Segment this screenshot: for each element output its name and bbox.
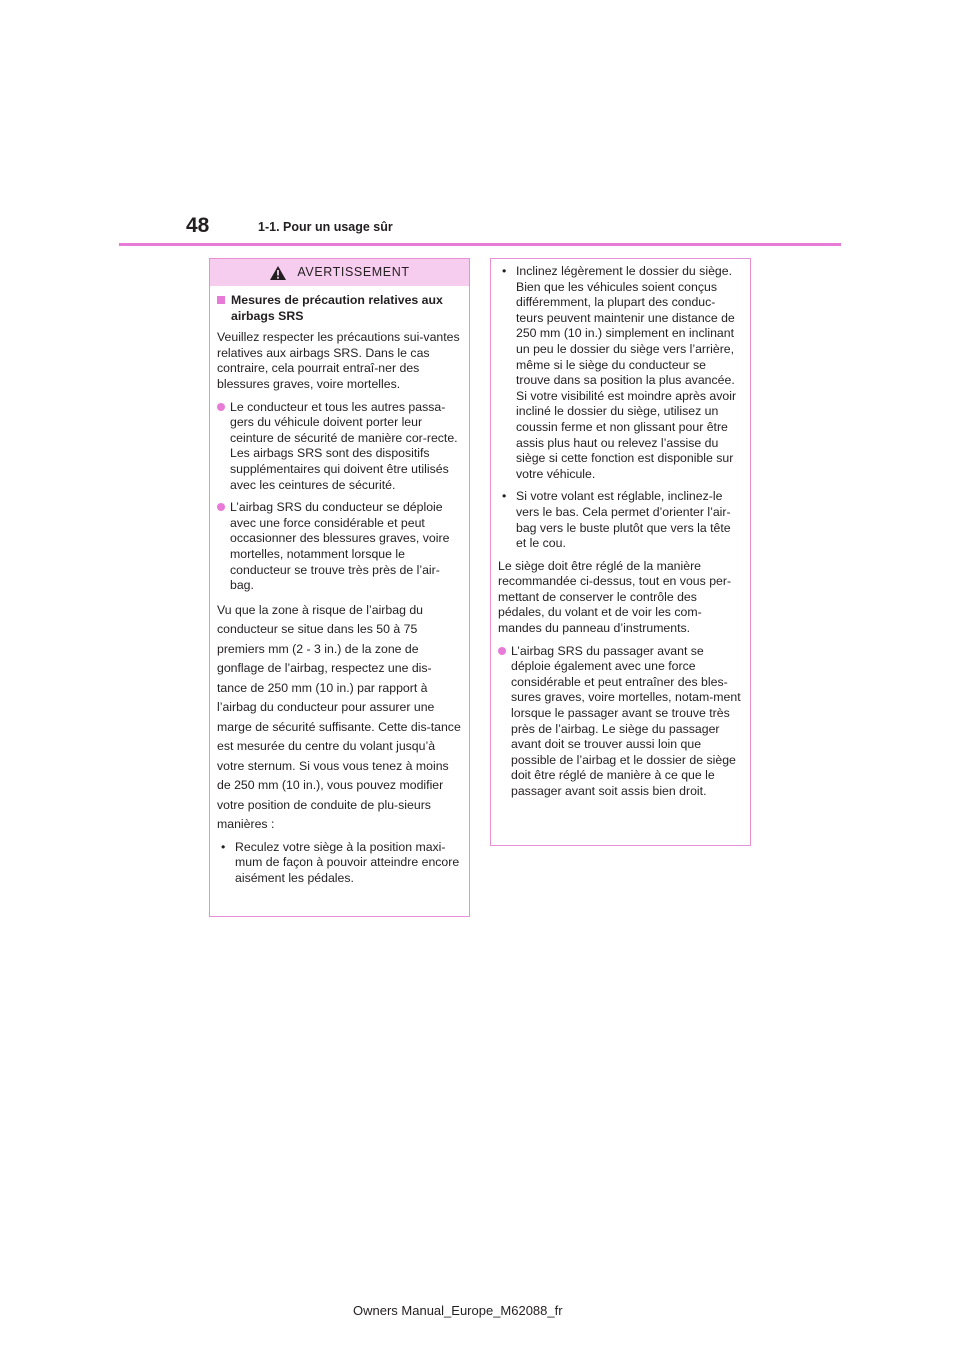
footer-text: Owners Manual_Europe_M62088_fr — [353, 1303, 563, 1318]
dot-bullet-icon — [498, 647, 506, 655]
section-title: 1-1. Pour un usage sûr — [258, 220, 393, 234]
list-item-text: L’airbag SRS du passager avant se déploie également avec une force considérable et peut entraîner des bles-sures graves, voire mortelles, notam-ment lorsque le passager avant se trouve très près de l’airbag. Le siège du passager avant doit se trouver aussi loin que possible de l’airbag et le dossier de siège doit être réglé de manière à ce que le passager avant soit assis bien droit. — [511, 643, 741, 798]
warning-box-right — [490, 258, 751, 846]
bullet-icon: • — [502, 489, 507, 504]
intro-paragraph: Veuillez respecter les précautions sui-vantes relatives aux airbags SRS. Dans le cas contraire, cela pourrait entraî-ner des blessures graves, voire mortelles. — [217, 330, 460, 391]
dot-bullet-icon — [217, 403, 225, 411]
bullet-icon: • — [221, 839, 226, 854]
dot-bullet-icon — [217, 503, 225, 511]
precautions-heading-text: Mesures de précaution relatives aux airbags SRS — [231, 293, 443, 323]
seat-paragraph: Le siège doit être réglé de la manière recommandée ci-dessus, tout en vous per-mettant de conserver le contrôle des pédales, du volant et de voir les com-mandes du panneau d’instruments. — [498, 558, 732, 636]
list-item — [217, 840, 461, 887]
header-rule — [119, 243, 841, 246]
warning-title: AVERTISSEMENT — [297, 264, 410, 279]
warning-triangle-icon — [269, 265, 287, 281]
list-item-text: L’airbag SRS du conducteur se déploie avec une force considérable et peut occasionner des blessures graves, voire mortelles, notamment lorsque le conducteur se trouve très près de l’air-bag. — [230, 500, 450, 593]
list-item-text: Inclinez légèrement le dossier du siège. Bien que les véhicules soient conçus différemment, la plupart des conduc-teurs peuvent maintenir une distance de 250 mm (10 in.) simplement en inclinant un peu le dossier du siège vers l’arrière, même si le siège du conducteur se trouve dans sa position la plus avancée. Si votre visibilité est moindre après avoir incliné le dossier du siège, utilisez un coussin ferme et non glissant pour être assis plus haut ou relevez l’assise du siège si cette fonction est disponible sur votre véhicule. — [516, 264, 737, 481]
warning-header — [210, 259, 469, 286]
list-item — [498, 264, 742, 482]
warning-content-left — [210, 286, 469, 886]
warning-content-right — [491, 259, 750, 800]
warning-box-left — [209, 258, 470, 917]
list-item-text: Reculez votre siège à la position maxi-mum de façon à pouvoir atteindre encore aisément les pédales. — [235, 839, 460, 885]
list-item — [217, 500, 461, 594]
list-item — [498, 644, 742, 800]
page-number: 48 — [186, 214, 210, 237]
zone-paragraph: Vu que la zone à risque de l’airbag du conducteur se situe dans les 50 à 75 premiers mm (2 - 3 in.) de la zone de gonflage de l’airbag, respectez une dis-tance de 250 mm (10 in.) par rapport à l’airbag du conducteur pour assurer une marge de sécurité suffisante. Cette dis-tance est mesurée du centre du volant jusqu’à votre sternum. Si vous vous tenez à moins de 250 mm (10 in.), vous pouvez modifier votre position de conduite de plu-sieurs manières : — [217, 602, 461, 832]
list-item — [498, 489, 742, 551]
bullet-icon: • — [502, 264, 507, 278]
list-item-text: Si votre volant est réglable, inclinez-le vers le bas. Cela permet d’orienter l’air-bag vers le buste plutôt que vers la tête et le cou. — [516, 489, 731, 551]
square-bullet-icon — [217, 296, 225, 304]
list-item — [217, 400, 461, 494]
list-item-text: Le conducteur et tous les autres passa-gers du véhicule doivent porter leur ceinture de sécurité de manière cor-recte. Les airbags SRS sont des dispositifs supplémentaires qui doivent être utilisés avec les ceintures de sécurité. — [230, 399, 458, 492]
precautions-heading — [217, 293, 461, 324]
